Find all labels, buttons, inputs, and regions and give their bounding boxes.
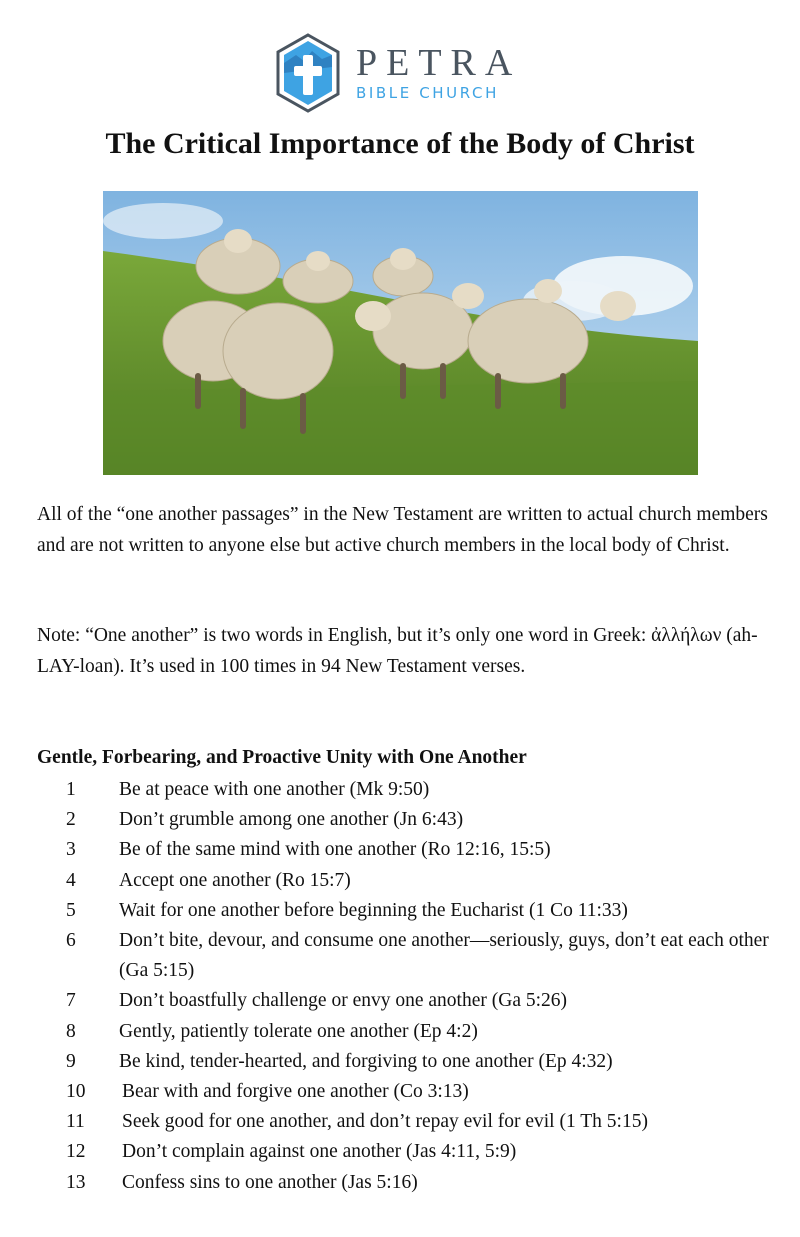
item-text: Gently, patiently tolerate one another (Ep 4:2) bbox=[119, 1020, 478, 1042]
list-item bbox=[37, 896, 777, 926]
item-number: 1 bbox=[66, 779, 76, 800]
item-number: 8 bbox=[66, 1020, 76, 1042]
item-number: 4 bbox=[66, 869, 76, 891]
item-text: Be at peace with one another (Mk 9:50) bbox=[119, 779, 430, 800]
list-item bbox=[37, 926, 777, 986]
section-heading: Gentle, Forbearing, and Proactive Unity with One Another bbox=[37, 747, 527, 768]
list-item bbox=[37, 1107, 777, 1137]
logo-name: PETRA bbox=[356, 42, 522, 84]
list-item bbox=[37, 986, 777, 1016]
item-number: 11 bbox=[66, 1111, 85, 1133]
church-logo bbox=[276, 33, 536, 113]
item-text: Seek good for one another, and don’t repay evil for evil (1 Th 5:15) bbox=[122, 1111, 648, 1133]
item-number: 7 bbox=[66, 990, 76, 1012]
item-number: 6 bbox=[66, 930, 76, 952]
list-item bbox=[37, 1017, 777, 1047]
item-text: Confess sins to one another (Jas 5:16) bbox=[122, 1171, 418, 1193]
item-number: 12 bbox=[66, 1141, 86, 1163]
item-number: 5 bbox=[66, 899, 76, 921]
item-text: Be of the same mind with one another (Ro 12:16, 15:5) bbox=[119, 839, 551, 861]
list-item bbox=[37, 1047, 777, 1077]
cross-shield-icon bbox=[276, 33, 340, 113]
item-number: 3 bbox=[66, 839, 76, 861]
intro-paragraph: All of the “one another passages” in the New Testament are written to actual church members and are not written to anyone else but active church members in the local body of Christ. bbox=[37, 504, 768, 556]
item-text: Be kind, tender-hearted, and forgiving to one another (Ep 4:32) bbox=[119, 1050, 613, 1072]
note-paragraph: Note: “One another” is two words in English, but it’s only one word in Greek: ἀλλήλων (ah-LAY-loan). It’s used in 100 times in 94 New Testament verses. bbox=[37, 625, 758, 677]
item-number: 2 bbox=[66, 809, 76, 831]
sheep-photo bbox=[103, 191, 698, 475]
item-text: Wait for one another before beginning the Eucharist (1 Co 11:33) bbox=[119, 899, 628, 921]
logo-subtitle: BIBLE CHURCH bbox=[356, 84, 499, 102]
list-item bbox=[37, 1137, 777, 1167]
list-item bbox=[37, 866, 777, 896]
item-text: Bear with and forgive one another (Co 3:13) bbox=[122, 1081, 469, 1103]
item-text: Don’t complain against one another (Jas 4:11, 5:9) bbox=[122, 1141, 517, 1163]
list-item bbox=[37, 1168, 777, 1198]
item-number: 9 bbox=[66, 1050, 76, 1072]
item-text: Don’t boastfully challenge or envy one another (Ga 5:26) bbox=[119, 990, 568, 1012]
list-item bbox=[37, 805, 777, 835]
list-item bbox=[37, 1077, 777, 1107]
item-text: Accept one another (Ro 15:7) bbox=[119, 869, 351, 891]
item-text: Don’t grumble among one another (Jn 6:43) bbox=[119, 809, 464, 831]
item-number: 13 bbox=[66, 1171, 86, 1193]
list-item bbox=[37, 775, 777, 805]
page-title: The Critical Importance of the Body of Christ bbox=[105, 127, 695, 160]
item-number: 10 bbox=[66, 1081, 86, 1103]
item-text: Don’t bite, devour, and consume one another—seriously, guys, don’t eat each other (Ga 5:15) bbox=[119, 930, 769, 982]
list-item bbox=[37, 835, 777, 865]
one-another-list bbox=[37, 775, 777, 1198]
